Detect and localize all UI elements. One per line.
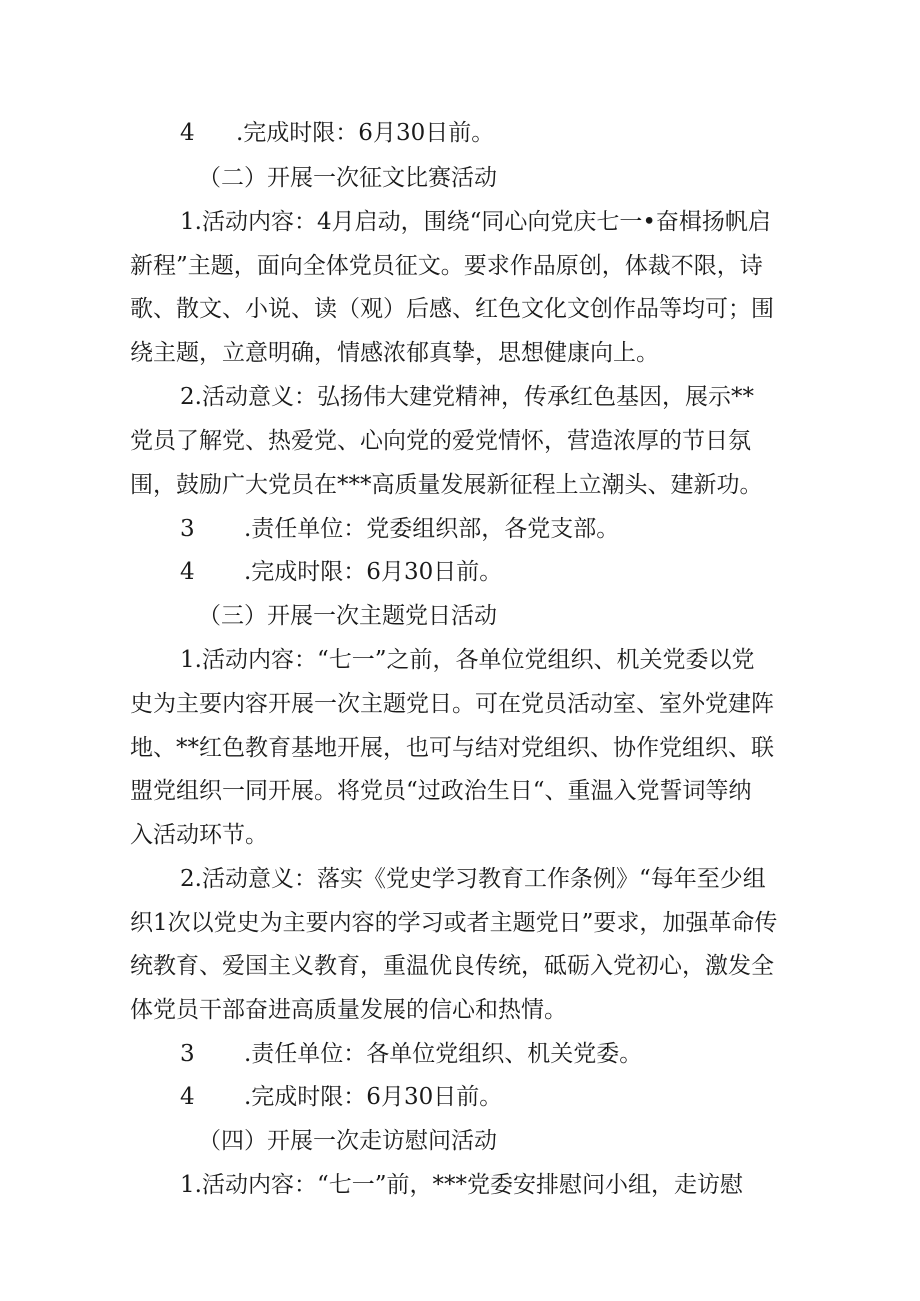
paragraph-line: 史为主要内容开展一次主题党日。可在党员活动室、室外党建阵 [130,691,774,717]
paragraph-line: 歌、散文、小说、读（观）后感、红色文化文创作品等均可；围 [130,296,774,322]
item-number: 3 [180,516,195,542]
item-text: .责任单位：各单位党组织、机关党委。 [244,1041,643,1067]
paragraph-line: 党员了解党、热爱党、心向党的爱党情怀，营造浓厚的节日氛 [130,428,751,454]
paragraph-line: 体党员干部奋进高质量发展的信心和热情。 [130,997,567,1023]
paragraph-line: 1.活动内容：“七一”之前，各单位党组织、机关党委以党 [180,647,755,673]
item-number: 3 [180,1041,195,1067]
item-deadline-line [0,1077,920,1117]
item-number: 4 [180,120,195,146]
item-responsible-line [0,509,920,549]
item-text: .责任单位：党委组织部，各党支部。 [244,516,620,542]
item-deadline-line [0,113,920,153]
paragraph-line: 统教育、爱国主义教育，重温优良传统，砥砺入党初心，激发全 [130,953,774,979]
paragraph-line: 绕主题，立意明确，情感浓郁真挚，思想健康向上。 [130,340,659,366]
paragraph-line: 2.活动意义：弘扬伟大建党精神，传承红色基因，展示** [180,384,754,410]
item-deadline-line [0,552,920,592]
paragraph-line: 新程”主题，面向全体党员征文。要求作品原创，体裁不限，诗 [130,253,763,279]
section-heading-2: （二）开展一次征文比赛活动 [198,165,497,191]
paragraph-line: 盟党组织一同开展。将党员“过政治生日“、重温入党誓词等纳 [130,778,752,804]
paragraph-line: 2.活动意义：落实《党史学习教育工作条例》“每年至少组 [180,866,766,892]
item-number: 4 [180,559,195,585]
paragraph-line: 围，鼓励广大党员在***高质量发展新征程上立潮头、建新功。 [130,472,763,498]
section-heading-3: （三）开展一次主题党日活动 [198,603,497,629]
paragraph-line: 入活动环节。 [130,822,268,848]
item-number: 4 [180,1084,195,1110]
paragraph-line: 地、**红色教育基地开展，也可与结对党组织、协作党组织、联 [130,735,774,761]
paragraph-line: 1.活动内容：4月启动，围绕“同心向党庆七一•奋楫扬帆启 [180,209,771,235]
section-heading-4: （四）开展一次走访慰问活动 [198,1128,497,1154]
paragraph-line: 织1次以党史为主要内容的学习或者主题党日”要求，加强革命传 [130,910,778,936]
item-text: .完成时限：6月30日前。 [236,120,495,146]
paragraph-line: 1.活动内容：“七一”前，***党委安排慰问小组，走访慰 [180,1172,743,1198]
item-responsible-line [0,1034,920,1074]
item-text: .完成时限：6月30日前。 [244,1084,503,1110]
item-text: .完成时限：6月30日前。 [244,559,503,585]
